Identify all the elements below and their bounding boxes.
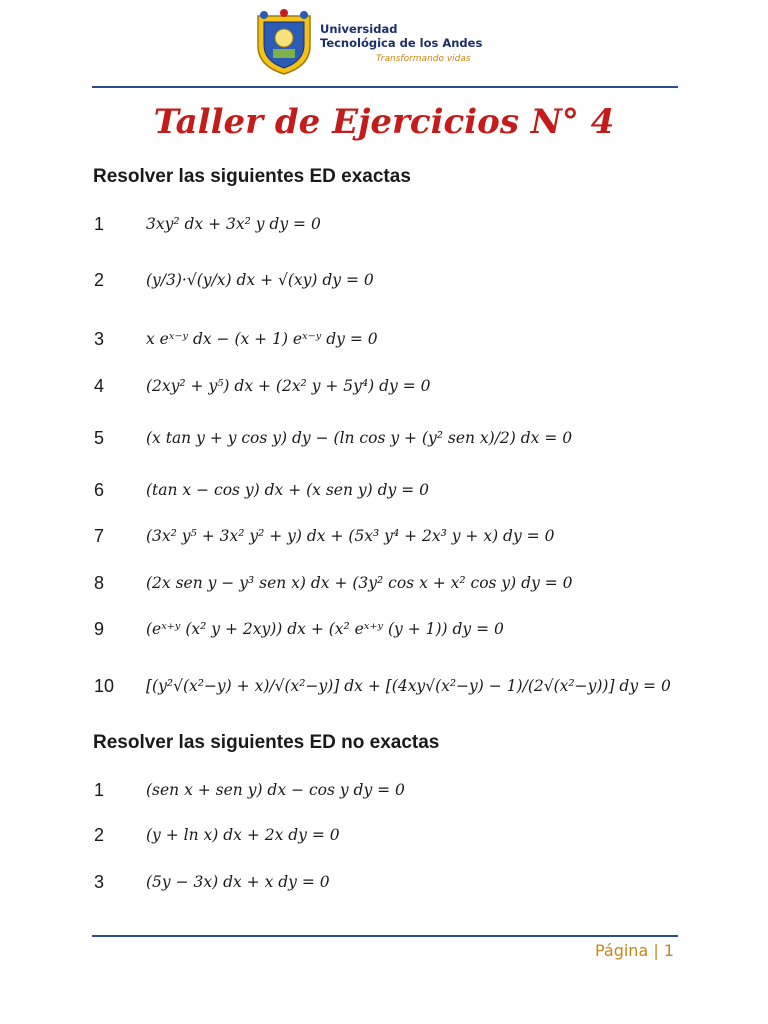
exercise-row	[0, 676, 768, 706]
university-name	[320, 22, 482, 64]
document-header	[0, 0, 768, 86]
exercise-row	[0, 619, 768, 649]
exercise-row	[0, 329, 768, 359]
header-divider	[92, 86, 678, 88]
exercise-equation: [(y²√(x²−y) + x)/√(x²−y)] dx + [(4xy√(x²−y) − 1)/(2√(x²−y))] dy = 0	[146, 677, 671, 695]
exercise-equation: (3x² y⁵ + 3x² y² + y) dx + (5x³ y⁴ + 2x³ y + x) dy = 0	[146, 527, 555, 545]
page-number: Página | 1	[594, 941, 674, 960]
exercise-number: 3	[94, 329, 105, 349]
exercise-row	[0, 376, 768, 406]
exercise-number: 7	[94, 526, 105, 546]
exercise-number: 6	[94, 480, 105, 500]
exercise-row	[0, 480, 768, 510]
exercise-number: 9	[94, 619, 105, 639]
page-title: Taller de Ejercicios N° 4	[153, 102, 615, 142]
exercise-row	[0, 573, 768, 603]
exercise-number: 4	[94, 376, 105, 396]
exercise-equation: x eˣ⁻ʸ dx − (x + 1) eˣ⁻ʸ dy = 0	[146, 330, 378, 348]
exercise-row	[0, 780, 768, 810]
brand-line-1: Universidad	[320, 22, 398, 36]
exercise-equation: (2x sen y − y³ sen x) dx + (3y² cos x + x² cos y) dy = 0	[146, 574, 573, 592]
exercise-equation: (x tan y + y cos y) dy − (ln cos y + (y² sen x)/2) dx = 0	[146, 429, 573, 447]
exercise-equation: (tan x − cos y) dx + (x sen y) dy = 0	[146, 481, 430, 499]
brand-line-2: Tecnológica de los Andes	[320, 36, 483, 50]
exercise-number: 2	[94, 270, 105, 290]
exercise-number: 1	[94, 214, 105, 234]
exercise-number: 1	[94, 780, 105, 800]
exercise-equation: (2xy² + y⁵) dx + (2x² y + 5y⁴) dy = 0	[146, 377, 431, 395]
brand-tagline: Transformando vidas	[376, 54, 471, 64]
footer-divider	[92, 935, 678, 937]
exercise-number: 8	[94, 573, 105, 593]
exercise-equation: (sen x + sen y) dx − cos y dy = 0	[146, 781, 405, 799]
exercise-equation: (5y − 3x) dx + x dy = 0	[146, 873, 330, 891]
exercise-equation: 3xy² dx + 3x² y dy = 0	[146, 215, 321, 233]
exercise-row	[0, 214, 768, 244]
exercise-row	[0, 270, 768, 300]
exercise-number: 5	[94, 428, 105, 448]
exercise-equation: (y/3)·√(y/x) dx + √(xy) dy = 0	[146, 271, 374, 289]
exercise-number: 10	[94, 676, 115, 696]
exercise-equation: (y + ln x) dx + 2x dy = 0	[146, 826, 340, 844]
exercise-row	[0, 428, 768, 458]
exercise-equation: (eˣ⁺ʸ (x² y + 2xy)) dx + (x² eˣ⁺ʸ (y + 1)) dy = 0	[146, 620, 504, 638]
exercise-row	[0, 526, 768, 556]
exercise-row	[0, 872, 768, 902]
exercise-row	[0, 825, 768, 855]
section-title-no-exactas: Resolver las siguientes ED no exactas	[93, 732, 440, 753]
exercise-number: 2	[94, 825, 105, 845]
section-title-exactas: Resolver las siguientes ED exactas	[93, 166, 411, 187]
university-crest-icon	[252, 8, 316, 76]
exercise-number: 3	[94, 872, 105, 892]
